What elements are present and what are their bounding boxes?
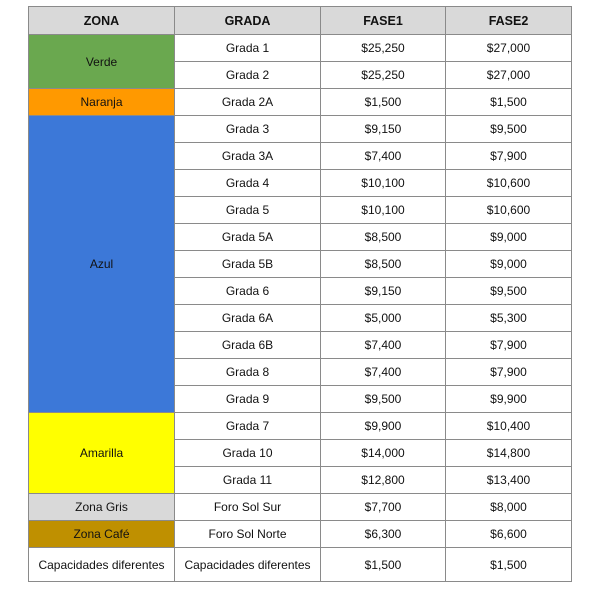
fase2-cell: $10,400	[446, 413, 572, 440]
fase2-cell: $13,400	[446, 467, 572, 494]
fase2-cell: $5,300	[446, 305, 572, 332]
fase2-cell: $1,500	[446, 89, 572, 116]
table-row	[29, 413, 572, 440]
fase2-cell: $9,000	[446, 251, 572, 278]
grada-cell: Foro Sol Sur	[175, 494, 321, 521]
fase2-cell: $1,500	[446, 548, 572, 582]
header-zona: ZONA	[29, 7, 175, 35]
fase2-cell: $7,900	[446, 332, 572, 359]
grada-cell: Grada 6	[175, 278, 321, 305]
fase1-cell: $25,250	[321, 62, 446, 89]
grada-cell: Grada 3A	[175, 143, 321, 170]
fase1-cell: $10,100	[321, 197, 446, 224]
fase1-cell: $9,500	[321, 386, 446, 413]
table-body	[29, 35, 572, 582]
grada-cell: Grada 1	[175, 35, 321, 62]
zone-cell: Zona Café	[29, 521, 175, 548]
header-fase1: FASE1	[321, 7, 446, 35]
fase2-cell: $9,000	[446, 224, 572, 251]
fase2-cell: $10,600	[446, 170, 572, 197]
grada-cell: Grada 6A	[175, 305, 321, 332]
grada-cell: Grada 5	[175, 197, 321, 224]
fase2-cell: $27,000	[446, 35, 572, 62]
grada-cell: Grada 4	[175, 170, 321, 197]
grada-cell: Grada 7	[175, 413, 321, 440]
table-row	[29, 494, 572, 521]
zone-cell: Capacidades diferentes	[29, 548, 175, 582]
zone-cell: Verde	[29, 35, 175, 89]
fase2-cell: $6,600	[446, 521, 572, 548]
fase2-cell: $14,800	[446, 440, 572, 467]
fase2-cell: $9,900	[446, 386, 572, 413]
fase1-cell: $9,150	[321, 278, 446, 305]
grada-cell: Grada 5A	[175, 224, 321, 251]
fase1-cell: $7,700	[321, 494, 446, 521]
fase1-cell: $5,000	[321, 305, 446, 332]
grada-cell: Foro Sol Norte	[175, 521, 321, 548]
grada-cell: Capacidades diferentes	[175, 548, 321, 582]
fase2-cell: $10,600	[446, 197, 572, 224]
fase2-cell: $7,900	[446, 143, 572, 170]
table-row	[29, 35, 572, 62]
fase1-cell: $1,500	[321, 548, 446, 582]
grada-cell: Grada 3	[175, 116, 321, 143]
fase2-cell: $7,900	[446, 359, 572, 386]
grada-cell: Grada 2A	[175, 89, 321, 116]
fase1-cell: $25,250	[321, 35, 446, 62]
header-row	[29, 7, 572, 35]
fase1-cell: $8,500	[321, 224, 446, 251]
table-row	[29, 521, 572, 548]
price-table	[28, 6, 572, 582]
zone-cell: Naranja	[29, 89, 175, 116]
fase1-cell: $9,900	[321, 413, 446, 440]
fase1-cell: $7,400	[321, 143, 446, 170]
grada-cell: Grada 9	[175, 386, 321, 413]
zone-cell: Zona Gris	[29, 494, 175, 521]
fase2-cell: $8,000	[446, 494, 572, 521]
fase2-cell: $9,500	[446, 116, 572, 143]
fase1-cell: $7,400	[321, 359, 446, 386]
fase1-cell: $10,100	[321, 170, 446, 197]
fase1-cell: $12,800	[321, 467, 446, 494]
grada-cell: Grada 5B	[175, 251, 321, 278]
grada-cell: Grada 11	[175, 467, 321, 494]
grada-cell: Grada 6B	[175, 332, 321, 359]
zone-cell: Amarilla	[29, 413, 175, 494]
fase1-cell: $14,000	[321, 440, 446, 467]
zone-cell: Azul	[29, 116, 175, 413]
grada-cell: Grada 10	[175, 440, 321, 467]
fase1-cell: $8,500	[321, 251, 446, 278]
header-fase2: FASE2	[446, 7, 572, 35]
header-grada: GRADA	[175, 7, 321, 35]
table-row	[29, 116, 572, 143]
grada-cell: Grada 2	[175, 62, 321, 89]
fase1-cell: $6,300	[321, 521, 446, 548]
table-row	[29, 89, 572, 116]
fase2-cell: $27,000	[446, 62, 572, 89]
grada-cell: Grada 8	[175, 359, 321, 386]
table-row	[29, 548, 572, 582]
fase1-cell: $1,500	[321, 89, 446, 116]
fase1-cell: $7,400	[321, 332, 446, 359]
fase2-cell: $9,500	[446, 278, 572, 305]
fase1-cell: $9,150	[321, 116, 446, 143]
